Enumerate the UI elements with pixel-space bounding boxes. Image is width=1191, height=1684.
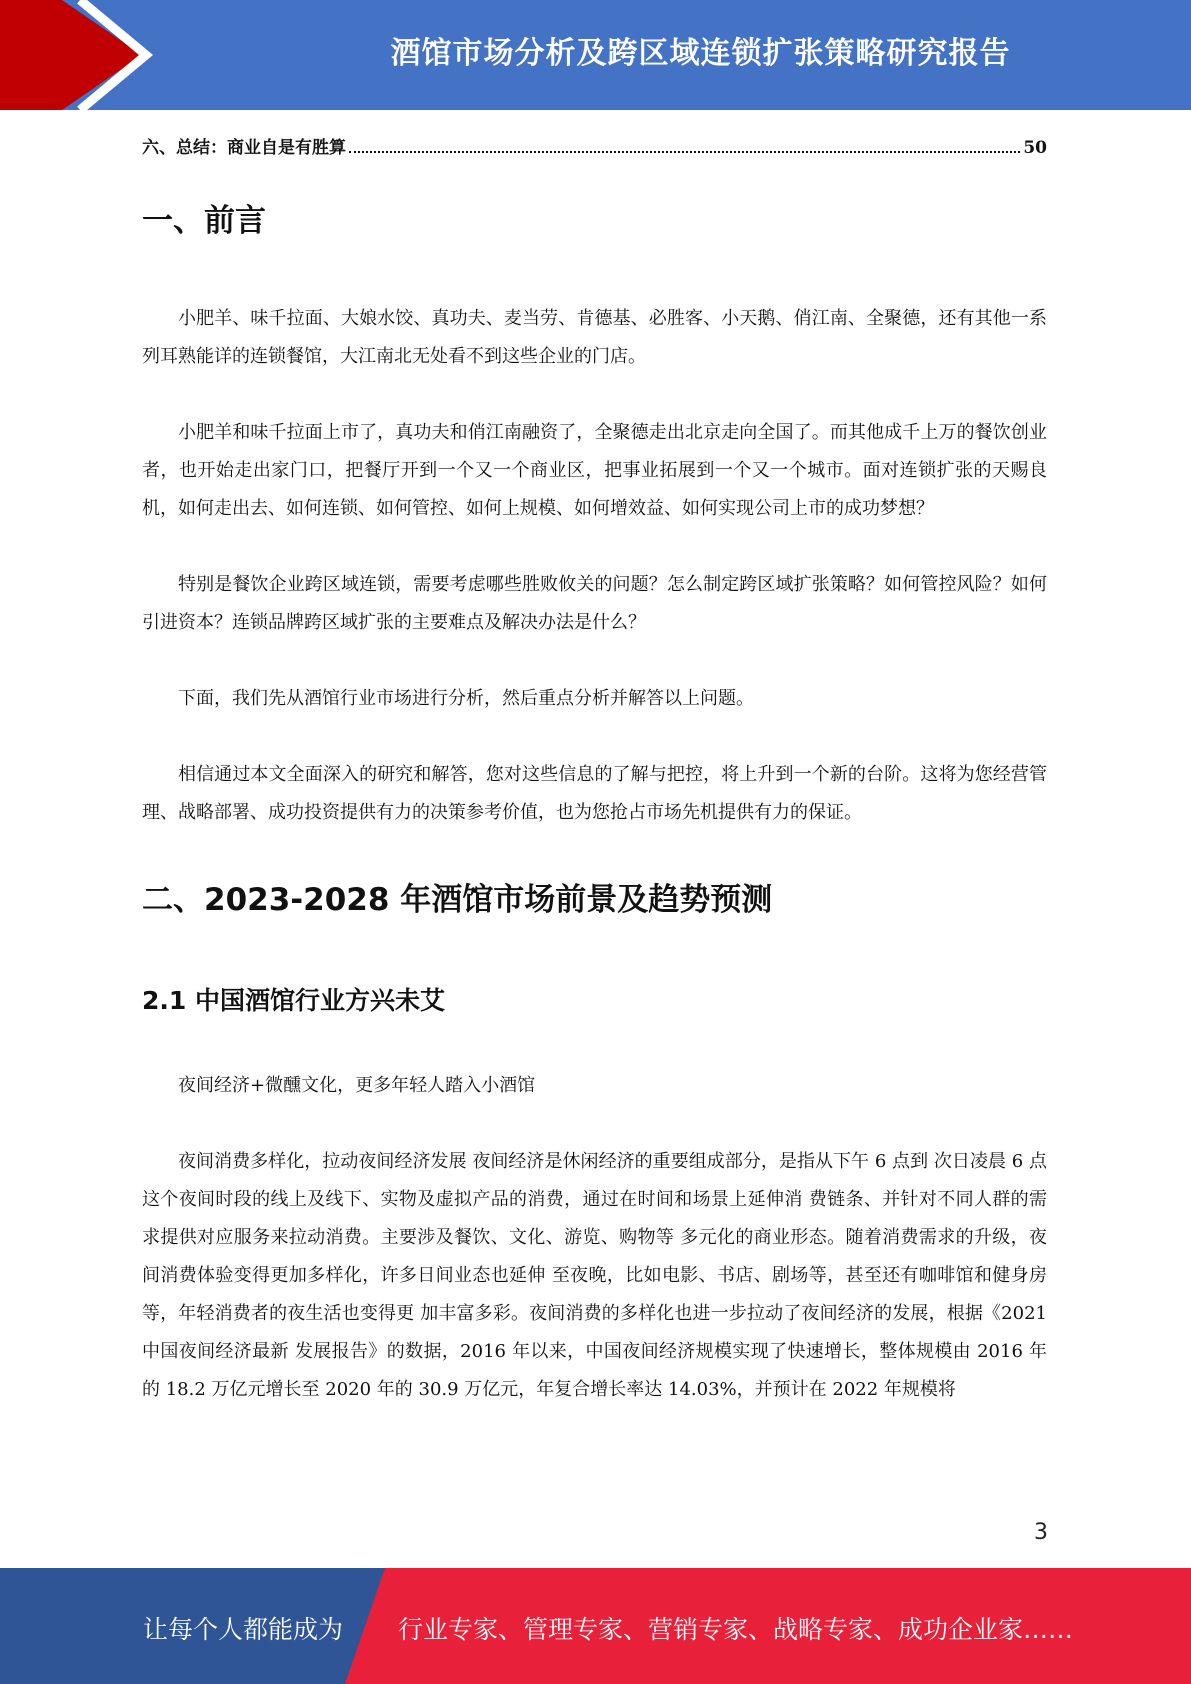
footer-slogan-left: 让每个人都能成为: [143, 1615, 344, 1644]
paragraph: 小肥羊和味千拉面上市了，真功夫和俏江南融资了，全聚德走出北京走向全国了。而其他成千上万的餐饮创业者，也开始走出家门口，把餐厅开到一个又一个商业区，把事业拓展到一个又一个城市。面对连锁扩张的天赐良机，如何走出去、如何连锁、如何管控、如何上规模、如何增效益、如何实现公司上市的成功梦想？: [142, 422, 1047, 519]
page-number: 3: [1034, 1520, 1048, 1545]
paragraph: 夜间经济+微醺文化，更多年轻人踏入小酒馆: [178, 1075, 536, 1096]
footer-slogan-right: 行业专家、管理专家、营销专家、战略专家、成功企业家……: [398, 1615, 1074, 1644]
toc-entry[interactable]: [142, 128, 1047, 158]
document-body: [142, 195, 1047, 1409]
paragraph: 相信通过本文全面深入的研究和解答，您对这些信息的了解与把控，将上升到一个新的台阶。这将为您经营管理、战略部署、成功投资提供有力的决策参考价值，也为您抢占市场先机提供有力的保证。: [142, 764, 1047, 823]
paragraph: 夜间消费多样化，拉动夜间经济发展 夜间经济是休闲经济的重要组成部分，是指从下午 6 点到 次日凌晨 6 点这个夜间时段的线上及线下、实物及虚拟产品的消费，通过在时间和场景上延伸消 费链条、并针对不同人群的需求提供对应服务来拉动消费。主要涉及餐饮、文化、游览、购物等 多元化的商业形态。随着消费需求的升级，夜间消费体验变得更加多样化，许多日间业态也延伸 至夜晚，比如电影、书店、剧场等，甚至还有咖啡馆和健身房等，年轻消费者的夜生活也变得更 加丰富多彩。夜间消费的多样化也进一步拉动了夜间经济的发展，根据《2021 中国夜间经济最新 发展报告》的数据，2016 年以来，中国夜间经济规模实现了快速增长，整体规模由 2016 年的 18.2 万亿元增长至 2020 年的 30.9 万亿元，年复合增长率达 14.03%，并预计在 2022 年规模将: [142, 1151, 1047, 1400]
paragraph: 特别是餐饮企业跨区域连锁，需要考虑哪些胜败攸关的问题？怎么制定跨区域扩张策略？如何管控风险？如何引进资本？连锁品牌跨区域扩张的主要难点及解决办法是什么？: [142, 574, 1047, 633]
toc-leader-dots: [349, 151, 1020, 153]
section-heading-preface: 一、前言: [142, 203, 266, 239]
subsection-heading: 2.1 中国酒馆行业方兴未艾: [142, 986, 445, 1015]
paragraph: 小肥羊、味千拉面、大娘水饺、真功夫、麦当劳、肯德基、必胜客、小天鹅、俏江南、全聚德，还有其他一系列耳熟能详的连锁餐馆，大江南北无处看不到这些企业的门店。: [142, 308, 1047, 367]
toc-entry-page: 50: [1023, 138, 1047, 158]
toc-entry-label: 六、总结：商业自是有胜算: [142, 138, 346, 158]
section-heading-market-forecast: 二、2023-2028 年酒馆市场前景及趋势预测: [142, 882, 773, 918]
paragraph: 下面，我们先从酒馆行业市场进行分析，然后重点分析并解答以上问题。: [178, 688, 754, 709]
report-title: 酒馆市场分析及跨区域连锁扩张策略研究报告: [390, 36, 1011, 71]
header-banner: [0, 0, 1191, 110]
footer-banner: [0, 1568, 1191, 1684]
